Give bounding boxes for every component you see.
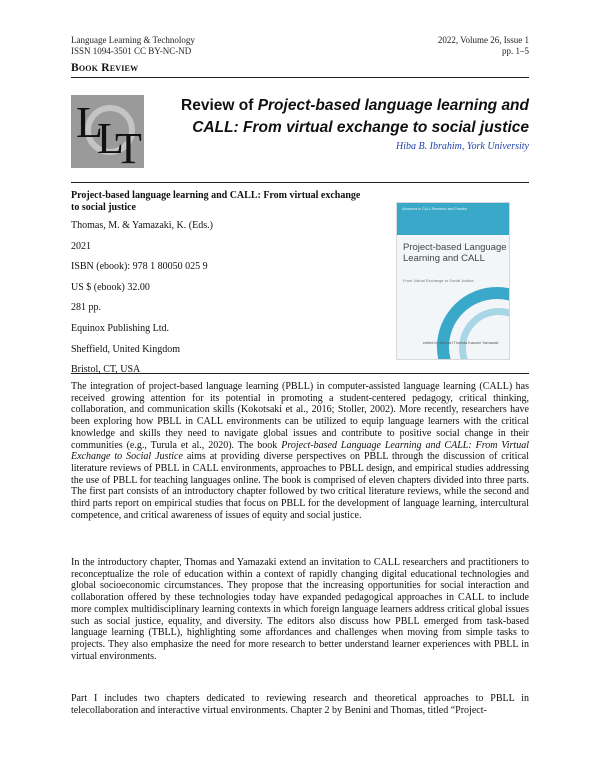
running-header-left — [71, 35, 195, 57]
book-info — [71, 190, 371, 385]
title-book: Project-based language learning and CALL: From virtual exchange to social justice — [192, 97, 529, 136]
logo-letter-l1: L — [76, 98, 103, 147]
cover-series: Advances in CALL Research and Practice — [402, 207, 468, 211]
paragraph-intro-book-title: Project-based Language Learning and CALL: From Virtual Exchange to Social Justice — [71, 439, 529, 463]
page-range: pp. 1–5 — [502, 46, 529, 56]
book-location-uk: Sheffield, United Kingdom — [71, 343, 180, 355]
title-prefix: Review of — [181, 97, 258, 114]
book-pages: 281 pp. — [71, 302, 101, 314]
paragraph-part-one: Part I includes two chapters dedicated to reviewing research and theoretical approaches to PBLL in telecollaboration and interactive virtual environments. Chapter 2 by Benini and Thomas, titled “Project- — [71, 693, 529, 716]
book-isbn: ISBN (ebook): 978 1 80050 025 9 — [71, 261, 208, 273]
book-title: Project-based language learning and CALL: From virtual exchange to social justice — [71, 190, 361, 213]
cover-subtitle: From Virtual Exchange to Social Justice — [403, 278, 474, 283]
paragraph-intro — [71, 381, 529, 521]
cover-title: Project-based Language Learning and CALL — [403, 242, 507, 264]
divider-top — [71, 77, 529, 78]
author-link[interactable]: Hiba B. Ibrahim, York University — [396, 141, 529, 152]
book-editors: Thomas, M. & Yamazaki, K. (Eds.) — [71, 220, 213, 231]
cover-editors: edited by Michael Thomas Kasumi Yamazaki — [423, 341, 499, 345]
book-publisher: Equinox Publishing Ltd. — [71, 322, 170, 334]
book-location-usa: Bristol, CT, USA — [71, 364, 141, 376]
review-title — [150, 95, 529, 139]
llt-logo — [71, 95, 144, 168]
divider-middle — [71, 182, 529, 183]
journal-name: Language Learning & Technology — [71, 35, 195, 45]
book-year: 2021 — [71, 240, 91, 252]
logo-letter-t: T — [115, 124, 142, 168]
paragraph-introductory-chapter: In the introductory chapter, Thomas and Yamazaki extend an invitation to CALL researchers and practitioners to reconceptualize the role of education within a context of rapidly changing digital educational technologies and global socioeconomic circumstances. They propose that the increasing opportunities for social interaction and collaboration offered by these technologies today have expanded pedagogical approaches in CALL to include more complex multidisciplinary learning contexts in which foreign language learners address critical global issues such as social justice, equality, and diversity. The editors also discuss how PBLL emerged from task-based language learning (TBLL), highlighting some affordances and challenges when moving from simple tasks to projects. They also emphasize the need for more research to better understand learner experiences with PBLL in virtual environments. — [71, 557, 529, 662]
running-header-right — [438, 35, 529, 57]
issue-info: 2022, Volume 26, Issue 1 — [437, 35, 529, 45]
section-label: Book Review — [71, 62, 139, 74]
book-cover-image — [396, 202, 510, 360]
book-price: US $ (ebook) 32.00 — [71, 281, 150, 293]
logo-letter-l2: L — [97, 114, 124, 163]
divider-bottom — [71, 373, 529, 374]
issn-license: ISSN 1094-3501 CC BY-NC-ND — [71, 46, 192, 56]
paragraph-intro-part-a: The integration of project-based language learning (PBLL) in computer-assisted language learning (CALL) has received growing attention for its potential in promoting a student-centered pedagogy, critical thinking, collaboration, and communication skills (Kokotsaki et al., 2016; Stoller, 2002). More recently, researchers have been exploring how PBLL in CALL environments can be utilized to equip language learners with the critical knowledge and skills they need to navigate global issues and contribute to positive social change in their communities (e.g., Turula et al., 2020). The book — [71, 381, 529, 451]
paragraph-intro-part-b: aims at providing diverse perspectives on PBLL through the discussion of critical literature reviews of PBLL in CALL environments, approaches to PBLL design, and empirical studies addressing the use of PBLL for teaching languages online. The book is comprised of eleven chapters divided into three parts. The first part consists of an introductory chapter followed by two critical literature reviews, while the second and third parts report on empirical studies that focus on PBLL for the development of language learning, intercultural competence, and critical awareness of issues of equity and social justice. — [71, 451, 530, 521]
